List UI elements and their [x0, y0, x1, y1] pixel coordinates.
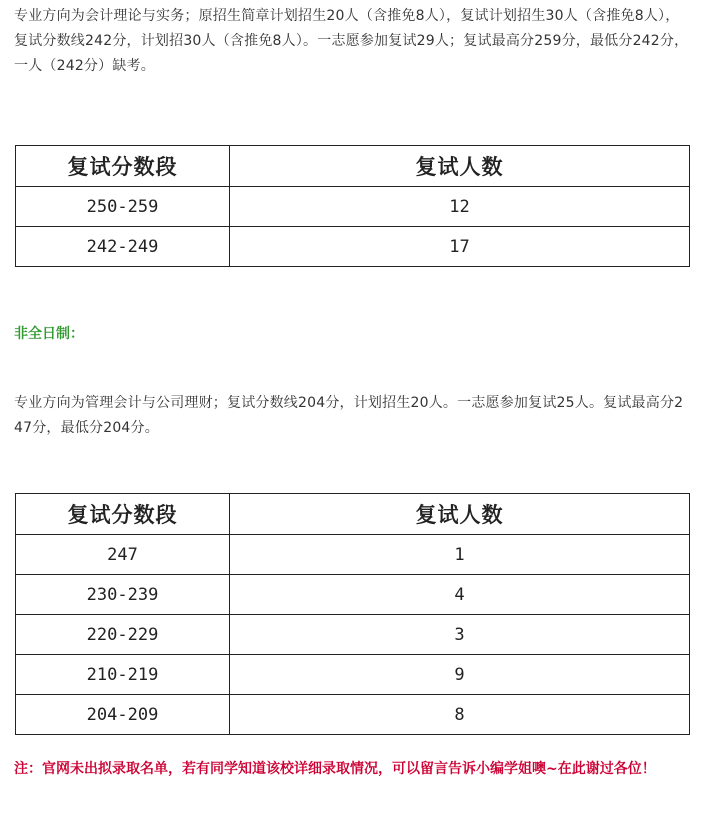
score-range-cell: 247: [16, 535, 230, 575]
score-range-cell: 250-259: [16, 187, 230, 227]
footer-note: 注：官网未出拟录取名单，若有同学知道该校详细录取情况，可以留言告诉小编学姐噢~在此谢过各位！: [14, 761, 656, 777]
score-range-cell: 204-209: [16, 695, 230, 735]
count-cell: 4: [230, 575, 690, 615]
part-time-intro: 专业方向为管理会计与公司理财；复试分数线204分，计划招生20人。一志愿参加复试25人。复试最高分247分，最低分204分。: [14, 395, 684, 436]
count-cell: 17: [230, 227, 690, 267]
count-cell: 1: [230, 535, 690, 575]
table-row: [16, 655, 690, 695]
part-time-heading: 非全日制：: [14, 326, 84, 342]
part-time-score-table: [15, 493, 690, 735]
table-header-row: [16, 146, 690, 187]
table-row: [16, 615, 690, 655]
count-cell: 9: [230, 655, 690, 695]
count-cell: 3: [230, 615, 690, 655]
full-time-score-table: [15, 145, 690, 267]
column-header-count: 复试人数: [230, 146, 690, 187]
table-row: [16, 227, 690, 267]
column-header-score-range: 复试分数段: [16, 146, 230, 187]
column-header-count: 复试人数: [230, 494, 690, 535]
score-range-cell: 220-229: [16, 615, 230, 655]
count-cell: 8: [230, 695, 690, 735]
table-row: [16, 695, 690, 735]
table-header-row: [16, 494, 690, 535]
table-row: [16, 575, 690, 615]
score-range-cell: 242-249: [16, 227, 230, 267]
count-cell: 12: [230, 187, 690, 227]
table-row: [16, 535, 690, 575]
full-time-intro: 专业方向为会计理论与实务；原招生简章计划招生20人（含推免8人），复试计划招生30人（含推免8人），复试分数线242分，计划招30人（含推免8人）。一志愿参加复试29人；复试最高分259分，最低分242分，一人（242分）缺考。: [14, 8, 689, 74]
score-range-cell: 210-219: [16, 655, 230, 695]
table-row: [16, 187, 690, 227]
score-range-cell: 230-239: [16, 575, 230, 615]
column-header-score-range: 复试分数段: [16, 494, 230, 535]
